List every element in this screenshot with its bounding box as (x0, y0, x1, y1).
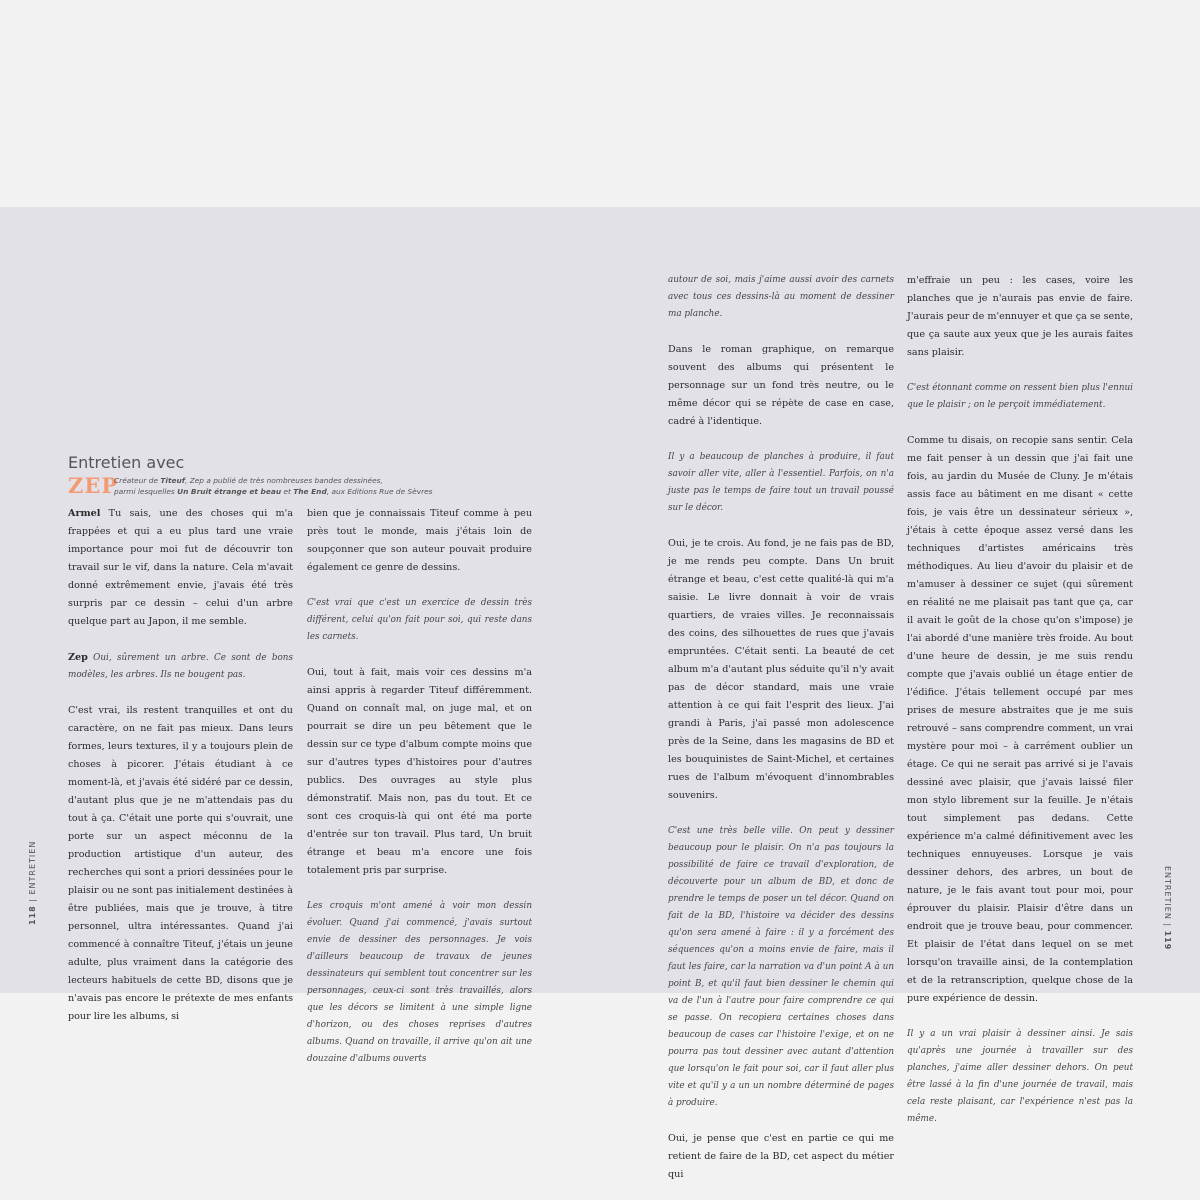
speaker-label: Armel (68, 508, 101, 519)
column-2 (307, 505, 532, 1068)
column-4 (907, 272, 1133, 1128)
folio-right: ENTRETIEN | 119 (1163, 866, 1172, 951)
paragraph: Comme tu disais, on recopie sans sentir. Cela me fait penser à un dessin que j'ai fait une fois, au jardin du Musée de Cluny. Je m'étais assis face au bâtiment en me disant « cette fois, je vais être un dessinateur sérieux », j'étais à cette époque assez versé dans les techniques d'artistes américains très méthodiques. Au lieu d'avoir du plaisir et de m'amuser à dessiner ce sujet (qui sûrement en réalité ne me plaisait pas tant que ça, car il avait le goût de la chose qu'on s'impose) je l'ai abordé d'une manière très froide. Au bout d'une heure de dessin, je me suis rendu compte que j'avais oublié un étage entier de l'édifice. J'étais tellement occupé par mes prises de mesure abstraites que je me suis retrouvé – sans comprendre comment, un vrai mystère pour moi – à carrément oublier un étage. Ce qui ne serait pas arrivé si je l'avais dessiné avec plaisir, que j'avais laissé filer mon stylo librement sur la feuille. Je n'étais tout simplement pas dedans. Cette expérience m'a calmé définitivement avec les techniques ennuyeuses. Lorsque je vais dessiner dehors, des arbres, un bout de nature, je le fais avant tout pour moi, pour éprouver du plaisir. Plaisir d'être dans un endroit que je trouve beau, pour commencer. Et plaisir de l'état dans lequel on se met lorsqu'on travaille ainsi, de la contemplation et de la retranscription, quelque chose de la pure expérience de dessin. (907, 435, 1133, 1004)
paragraph-italic: Il y a un vrai plaisir à dessiner ainsi. Je sais qu'après une journée à travailler sur des planches, j'aime aller dessiner dehors. On peut être lassé à la fin d'une journée de travail, mais cela reste plaisant, car l'expérience n'est pas la même. (907, 1029, 1133, 1124)
folio-left: 118 | ENTRETIEN (28, 840, 37, 925)
paragraph-italic: Il y a beaucoup de planches à produire, il faut savoir aller vite, aller à l'essentiel. Parfois, on n'a juste pas le temps de faire tout un travail poussé sur le décor. (668, 452, 894, 513)
column-3 (668, 272, 894, 1184)
paragraph: Oui, je te crois. Au fond, je ne fais pas de BD, je me rends peu compte. Dans Un bruit étrange et beau, c'est cette qualité-là qui m'a saisie. Le livre donnait à voir de vrais quartiers, de vraies villes. Je reconnaissais des coins, des silhouettes de rues que j'avais empruntées. C'était senti. La beauté de cet album m'a d'autant plus séduite qu'il n'y avait pas de décor standard, mais une vraie attention à ce qui fait l'esprit des lieux. J'ai grandi à Paris, j'ai passé mon adolescence près de la Seine, dans les magasins de BD et les bouquinistes de Saint-Michel, et certaines rues de l'album m'évoquent d'innombrables souvenirs. (668, 538, 894, 801)
paragraph: Oui, je pense que c'est en partie ce qui me retient de faire de la BD, cet aspect du métier qui (668, 1133, 894, 1180)
paragraph: m'effraie un peu : les cases, voire les planches que je n'aurais pas envie de faire. J'aurais peur de m'ennuyer et que ça se sente, que ça saute aux yeux que je les aurais faites sans plaisir. (907, 275, 1133, 358)
paragraph-italic: C'est vrai que c'est un exercice de dessin très différent, celui qu'on fait pour soi, qui reste dans les carnets. (307, 598, 532, 642)
paragraph-italic: autour de soi, mais j'aime aussi avoir des carnets avec tous ces dessins-là au moment de dessiner ma planche. (668, 275, 894, 319)
paragraph: Armel Tu sais, une des choses qui m'a frappées et qui a eu plus tard une vraie importance pour moi fut de découvrir ton travail sur le vif, dans la nature. Cela m'avait donné extrêmement envie, j'avais été très surpris par ce dessin – celui d'un arbre quelque part au Japon, il me semble. (68, 508, 293, 627)
paragraph-italic: Zep Oui, sûrement un arbre. Ce sont de bons modèles, les arbres. Ils ne bougent pas. (68, 652, 293, 680)
paragraph-italic: C'est étonnant comme on ressent bien plus l'ennui que le plaisir ; on le perçoit immédiatement. (907, 383, 1133, 410)
interviewee-name: ZEP (68, 473, 119, 498)
paragraph-italic: Les croquis m'ont amené à voir mon dessin évoluer. Quand j'ai commencé, j'avais surtout envie de dessiner des personnages. Je vois d'ailleurs beaucoup de travaux de jeunes dessinateurs qui semblent tout concentrer sur les personnages, ceux-ci sont très travaillés, alors que les décors se limitent à une simple ligne d'horizon, ou des choses reprises d'autres albums. Quand on travaille, il arrive qu'on ait une douzaine d'albums ouverts (307, 901, 532, 1064)
paragraph: bien que je connaissais Titeuf comme à peu près tout le monde, mais j'étais loin de soupçonner que son auteur pouvait produire également ce genre de dessins. (307, 508, 532, 573)
column-1 (68, 505, 293, 1026)
interview-title: Entretien avec (68, 453, 185, 472)
paragraph-italic: C'est une très belle ville. On peut y dessiner beaucoup pour le plaisir. On n'a pas toujours la possibilité de faire ce travail d'exploration, de découverte pour un album de BD, et donc de prendre le temps de poser un tel décor. Quand on fait de la BD, l'histoire va décider des dessins qu'on sera amené à faire : il y a forcément des séquences qu'on a moins envie de faire, mais il faut les faire, car la narration va d'un point A à un point B, et qu'il faut bien dessiner le chemin qui va de l'un à l'autre pour faire comprendre ce qui se passe. On recopiera certaines choses dans beaucoup de cases car l'histoire l'exige, et on ne pourra pas tout dessiner avec autant d'attention que lorsqu'on le fait pour soi, car il faut aller plus vite et qu'il y a un un nombre déterminé de pages à produire. (668, 826, 894, 1108)
paragraph: Oui, tout à fait, mais voir ces dessins m'a ainsi appris à regarder Titeuf différemment. Quand on connaît mal, on juge mal, et on pourrait se dire un peu bêtement que le dessin sur ce type d'album compte moins que sur d'autres types d'histoires pour d'autres publics. Des ouvrages au style plus démonstratif. Mais non, pas du tout. Et ce sont ces croquis-là qui ont été ma porte d'entrée sur ton travail. Plus tard, Un bruit étrange et beau m'a encore une fois totalement pris par surprise. (307, 667, 532, 876)
paragraph: C'est vrai, ils restent tranquilles et ont du caractère, on ne fait pas mieux. Dans leurs formes, leurs textures, il y a toujours plein de choses à picorer. J'étais étudiant à ce moment-là, et j'avais été sidéré par ce dessin, d'autant plus que je ne m'attendais pas du tout à ça. C'était une porte qui s'ouvrait, une porte sur un aspect méconnu de la production artistique d'un auteur, des recherches qui sont a priori dessinées pour le plaisir ou ne sont pas initialement destinées à être publiées, mais que je trouve, à titre personnel, ultra intéressantes. Quand j'ai commencé à connaître Titeuf, j'étais un jeune adulte, plus vraiment dans la catégorie des lecteurs habituels de cette BD, disons que je n'avais pas encore le prétexte de mes enfants pour lire les albums, si (68, 705, 293, 1022)
paragraph: Dans le roman graphique, on remarque souvent des albums qui présentent le personnage sur un fond très neutre, ou le même décor qui se répète de case en case, cadré à l'identique. (668, 344, 894, 427)
intro-text: Créateur de Titeuf, Zep a publié de très nombreuses bandes dessinées, parmi lesquelles Un Bruit étrange et beau et The End, aux Editions Rue de Sèvres (114, 476, 433, 496)
speaker-label: Zep (68, 652, 88, 663)
